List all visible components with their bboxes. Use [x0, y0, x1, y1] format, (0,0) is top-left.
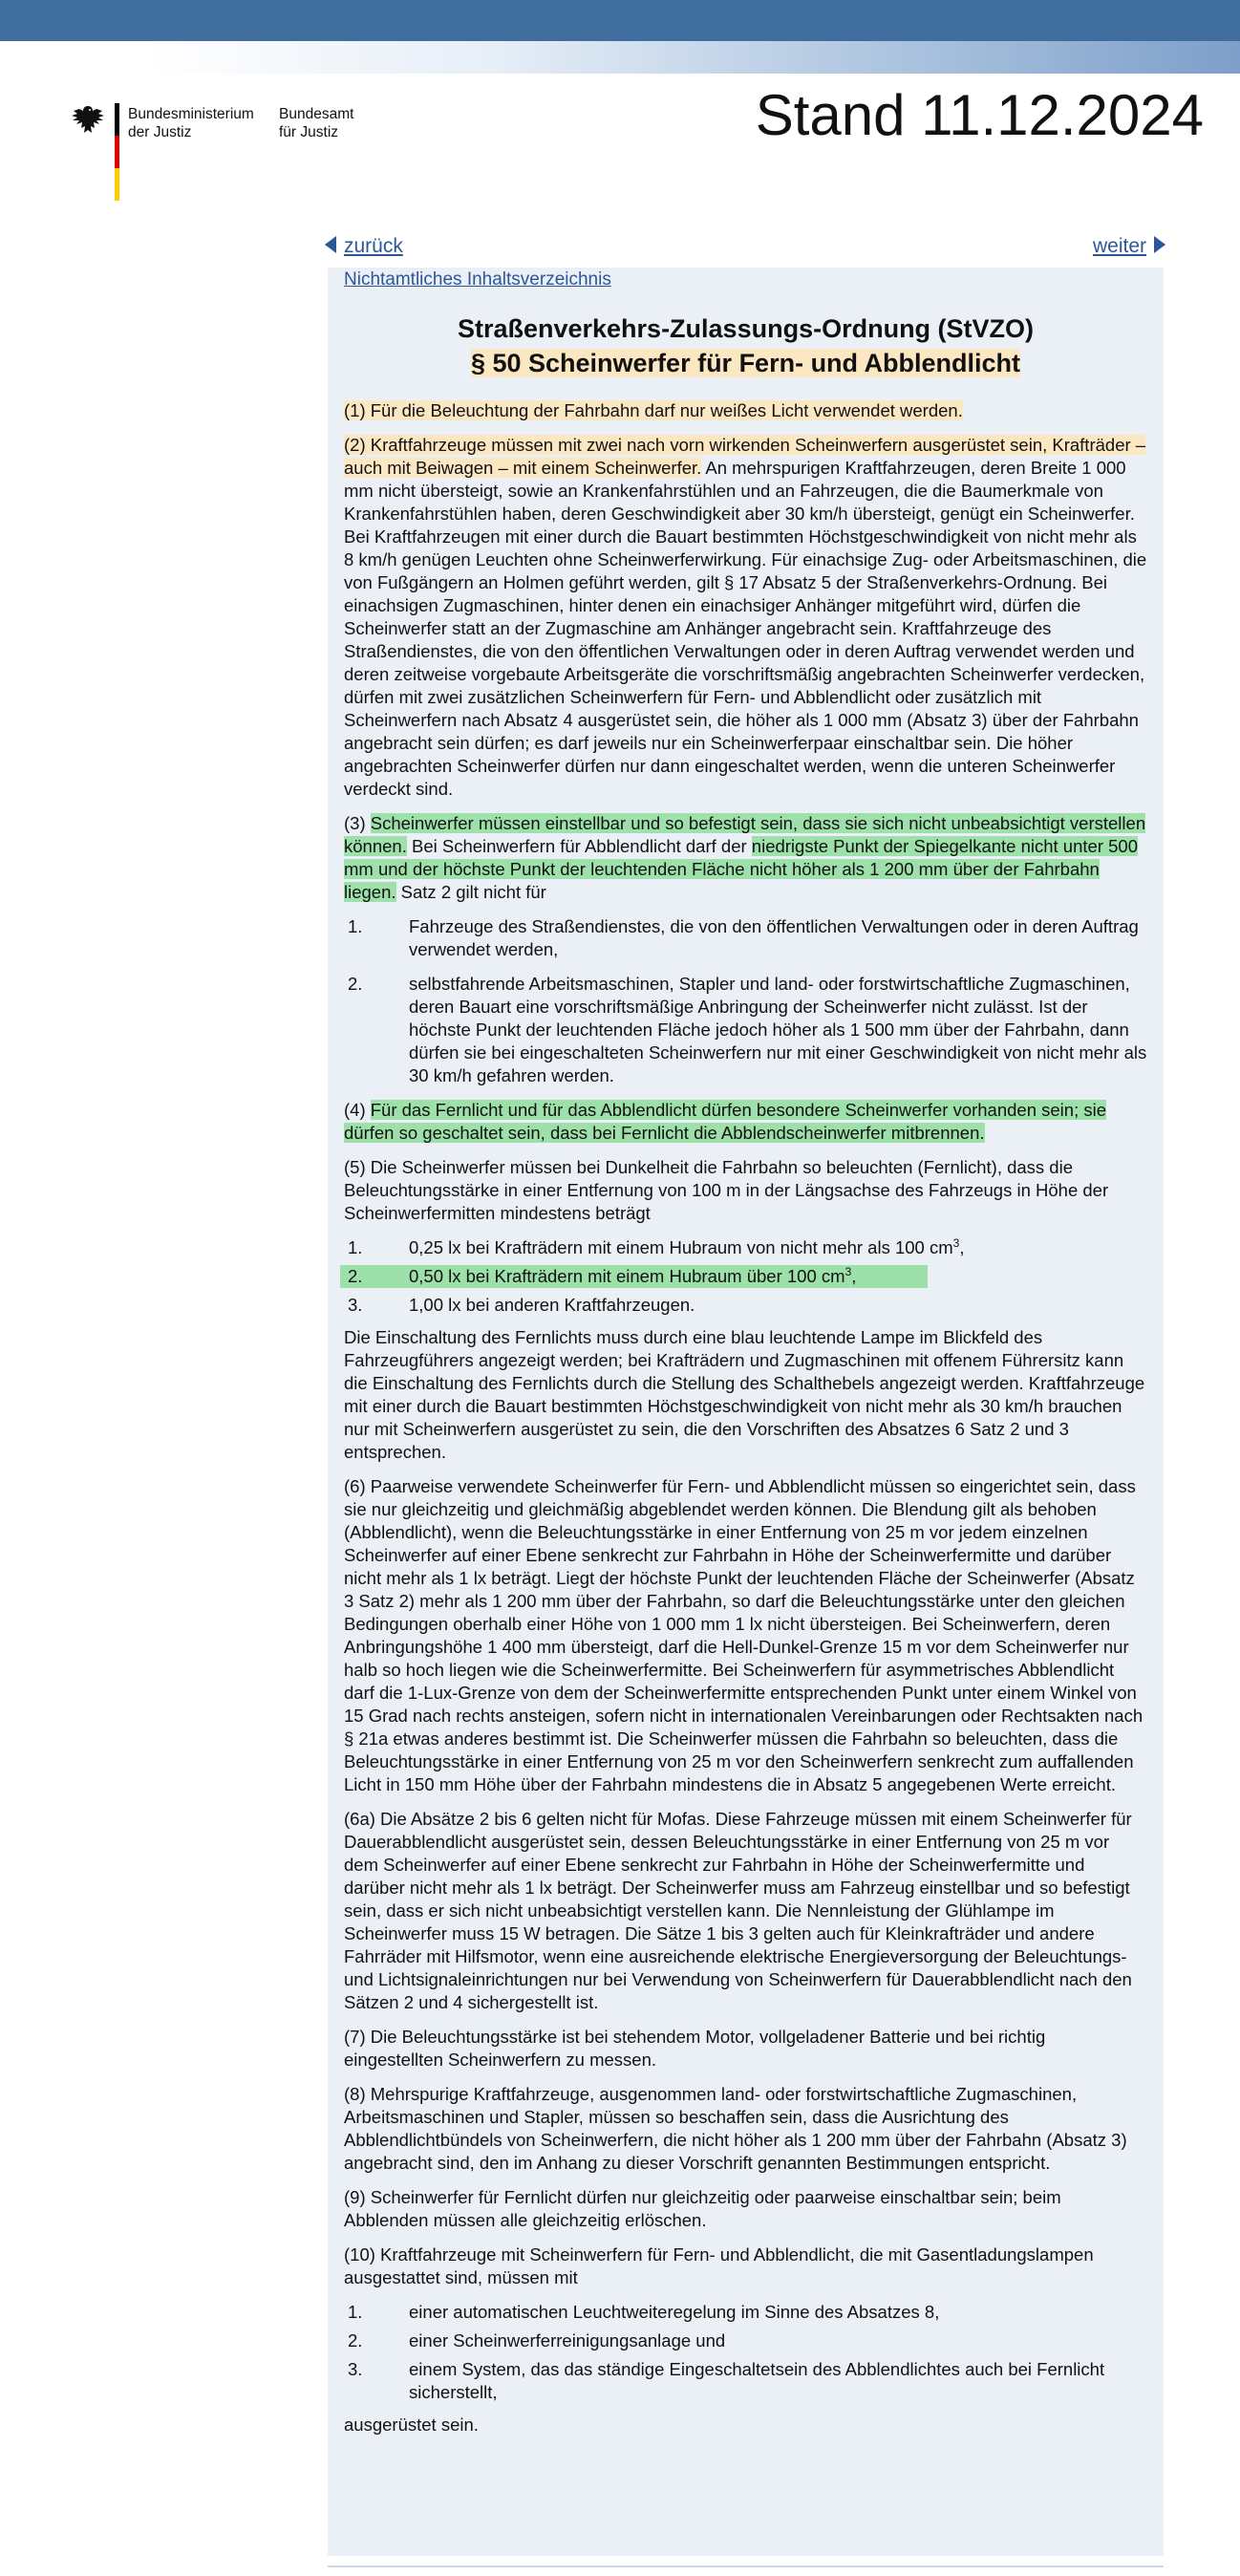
absatz-1-text: (1) Für die Beleuchtung der Fahrbahn darf nur weißes Licht verwendet werden. [344, 400, 963, 420]
absatz-3-text: Bei Scheinwerfern für Abblendlicht darf der [406, 836, 752, 856]
list-number: 1. [348, 2302, 363, 2322]
federal-eagle-icon [69, 103, 107, 138]
section-title: § 50 Scheinwerfer für Fern- und Abblendlicht [470, 349, 1021, 377]
absatz-5: (5) Die Scheinwerfer müssen bei Dunkelheit die Fahrbahn so beleuchten (Fernlicht), dass die Beleuchtungsstärke in einer Entfernung von 100 m in der Längsachse des Fahrzeugs in Höhe der Scheinwerfermitten mindestens beträgt [344, 1157, 1109, 1223]
list-text: einer Scheinwerferreinigungsanlage und [409, 2330, 726, 2351]
absatz-9: (9) Scheinwerfer für Fernlicht dürfen nur gleichzeitig oder paarweise einschaltbar sein; beim Abblenden müssen alle gleichzeitig erlöschen. [344, 2187, 1061, 2230]
list-item [344, 973, 1147, 1087]
list-number: 2. [348, 974, 363, 994]
absatz-3-highlight-2: niedrigste Punkt der Spiegelkante nicht unter 500 mm und der höchste Punkt der leuchtenden Fläche nicht höher als 1 200 mm über der Fahrbahn liegen. [344, 836, 1138, 902]
back-link[interactable] [325, 235, 403, 258]
list-item [344, 1294, 1147, 1317]
absatz-4 [344, 1099, 1147, 1145]
ministry-name: Bundesministerium der Justiz [128, 106, 254, 140]
next-link-label: weiter [1092, 235, 1146, 257]
absatz-10-list [344, 2301, 1147, 2404]
list-text: einer automatischen Leuchtweiteregelung im Sinne des Absatzes 8, [409, 2302, 940, 2322]
back-link-label: zurück [344, 235, 403, 257]
absatz-4-prefix: (4) [344, 1100, 371, 1120]
list-tail: , [959, 1237, 965, 1257]
absatz-4-highlight: Für das Fernlicht und für das Abblendlicht dürfen besondere Scheinwerfer vorhanden sein; sie dürfen so geschaltet sein, dass bei Fernlicht die Abblendscheinwerfer mitbrennen. [344, 1100, 1107, 1143]
list-number: 1. [348, 916, 363, 936]
absatz-2-text: An mehrspurigen Kraftfahrzeugen, deren Breite 1 000 mm nicht übersteigt, sowie an Krankenfahrstühlen und an Fahrzeugen, die die Baumerkmale von Krankenfahrstühlen haben, deren Geschwindigkeit aber 30 km/h übersteigt, genügt ein Scheinwerfer. Bei Kraftfahrzeugen mit einer durch die Bauart bestimmten Höchstgeschwindigkeit von nicht mehr als 8 km/h genügen Leuchten ohne Scheinwerferwirkung. Für einachsige Zug- oder Arbeitsmaschinen, die von Fußgängern an Holmen geführt werden, gilt § 17 Absatz 5 der Straßenverkehrs-Ordnung. Bei einachsigen Zugmaschinen, hinter denen ein einachsiger Anhänger mitgeführt wird, dürfen die Scheinwerfer statt an der Zugmaschine am Anhänger angebracht sein. Kraftfahrzeuge des Straßendienstes, die von den öffentlichen Verwaltungen oder in deren Auftrag verwendet werden und deren zeitweise vorgebaute Arbeitsgeräte die vorschriftsmäßig angebrachten Scheinwerfer verdecken, dürfen mit zwei zusätzlichen Scheinwerfern für Fern- und Abblendlicht oder zusätzlich mit Scheinwerfern nach Absatz 4 ausgerüstet sein, die höher als 1 000 mm (Absatz 3) über der Fahrbahn angebracht sein dürfen; es darf jeweils nur ein Scheinwerferpaar einschaltbar sein. Die höher angebrachten Scheinwerfer dürfen nur dann eingeschaltet werden, wenn die unteren Scheinwerfer verdeckt sind. [344, 458, 1147, 799]
footer-divider [328, 2565, 1164, 2567]
title-block [344, 311, 1147, 380]
list-text: 0,25 lx bei Krafträdern mit einem Hubraum von nicht mehr als 100 cm [409, 1237, 953, 1257]
stand-date: Stand 11.12.2024 [755, 83, 1204, 147]
absatz-6: (6) Paarweise verwendete Scheinwerfer für Fern- und Abblendlicht müssen so eingerichtet sein, dass sie nur gleichzeitig und gleichmäßig abgeblendet werden können. Die Blendung gilt als behoben (Abblendlicht), wenn die Beleuchtungsstärke in einer Entfernung von 25 m vor jedem einzelnen Scheinwerfer auf einer Ebene senkrecht zur Fahrbahn in Höhe der Scheinwerfermitte und darüber nicht mehr als 1 lx beträgt. Liegt der höchste Punkt der leuchtenden Fläche der Scheinwerfer (Absatz 3 Satz 2) mehr als 1 200 mm über der Fahrbahn, so darf die Beleuchtungsstärke unter den gleichen Bedingungen oberhalb einer Höhe von 1 000 mm 1 lx nicht übersteigen. Bei Scheinwerfern, deren Anbringungshöhe 1 400 mm übersteigt, darf die Hell-Dunkel-Grenze 15 m vor dem Scheinwerfer nur halb so hoch liegen wie die Scheinwerfermitte. Bei Scheinwerfern für asymmetrisches Abblendlicht darf die 1-Lux-Grenze von dem der Scheinwerfermitte entsprechenden Punkt unter einem Winkel von 15 Grad nach rechts ansteigen, sofern nicht in internationalen Vereinbarungen oder Rechtsakten nach § 21a etwas anderes bestimmt ist. Die Scheinwerfer müssen die Fahrbahn so beleuchten, dass die Beleuchtungsstärke in einer Entfernung von 25 m vor den Scheinwerfern senkrecht zum auffallenden Licht in 150 mm Höhe über der Fahrbahn mindestens die in Absatz 5 angegebenen Werte erreicht. [344, 1476, 1144, 1794]
list-item [344, 2358, 1147, 2404]
absatz-3 [344, 812, 1147, 904]
list-text: einem System, das das ständige Eingeschaltetsein des Abblendlichtes auch bei Fernlicht sicherstellt, [409, 2359, 1105, 2402]
absatz-3-prefix: (3) [344, 813, 371, 833]
ministry-logo [69, 103, 374, 203]
list-number: 2. [348, 2330, 363, 2351]
absatz-2 [344, 434, 1147, 801]
arrow-right-icon [1154, 236, 1165, 253]
page-navigation [325, 235, 1165, 269]
list-tail: , [851, 1266, 857, 1286]
list-item [344, 2329, 1147, 2352]
list-number: 3. [348, 2359, 363, 2379]
list-item-highlighted [340, 1265, 928, 1288]
absatz-5-continuation: Die Einschaltung des Fernlichts muss durch eine blau leuchtende Lampe im Blickfeld des Fahrzeugführers angezeigt werden; bei Krafträdern und Zugmaschinen mit offenem Führersitz kann die Einschaltung des Fernlichts durch die Stellung des Schalthebels angezeigt werden. Kraftfahrzeuge mit einer durch die Bauart bestimmten Höchstgeschwindigkeit von nicht mehr als 30 km/h brauchen nur mit Scheinwerfern ausgerüstet zu sein, die den Vorschriften des Absatzes 6 Satz 2 und 3 entsprechen. [344, 1327, 1145, 1462]
list-number: 3. [348, 1295, 363, 1315]
flag-stripe [115, 103, 119, 201]
list-item [344, 1236, 1147, 1259]
list-item [344, 2301, 1147, 2324]
absatz-10-tail: ausgerüstet sein. [344, 2415, 479, 2435]
list-number: 2. [348, 1266, 363, 1286]
list-text: selbstfahrende Arbeitsmaschinen, Stapler und land- oder forstwirtschaftliche Zugmaschinen, deren Bauart eine vorschriftsmäßige Anbringung der Scheinwerfer nicht zulässt. Ist der höchste Punkt der leuchtenden Fläche jedoch höher als 1 500 mm über der Fahrbahn, dann dürfen sie bei eingeschalteten Scheinwerfern nur mit einer Geschwindigkeit von nicht mehr als 30 km/h gefahren werden. [409, 974, 1147, 1085]
absatz-7: (7) Die Beleuchtungsstärke ist bei stehendem Motor, vollgeladener Batterie und bei richtig eingestellten Scheinwerfern zu messen. [344, 2027, 1046, 2070]
absatz-1 [344, 399, 1147, 422]
list-text: 0,50 lx bei Krafträdern mit einem Hubraum über 100 cm [409, 1266, 845, 1286]
absatz-10: (10) Kraftfahrzeuge mit Scheinwerfern für Fern- und Abblendlicht, die mit Gasentladungslampen ausgestattet sind, müssen mit [344, 2244, 1094, 2287]
absatz-3-highlight-1: Scheinwerfer müssen einstellbar und so befestigt sein, dass sie sich nicht unbeabsichtigt verstellen können. [344, 813, 1146, 856]
superscript: 3 [952, 1235, 960, 1250]
top-banner [0, 0, 1240, 41]
superscript: 3 [844, 1264, 852, 1278]
absatz-5-list [344, 1236, 1147, 1317]
office-name: Bundesamt für Justiz [279, 106, 354, 140]
arrow-left-icon [325, 236, 336, 253]
next-link[interactable] [1093, 235, 1165, 258]
absatz-3-tail: Satz 2 gilt nicht für [396, 882, 546, 902]
list-text: 1,00 lx bei anderen Kraftfahrzeugen. [409, 1295, 695, 1315]
law-title: Straßenverkehrs-Zulassungs-Ordnung (StVZO) [457, 314, 1035, 343]
banner-gradient [0, 41, 1240, 74]
toc-link[interactable]: Nichtamtliches Inhaltsverzeichnis [344, 269, 611, 290]
absatz-3-list [344, 915, 1147, 1087]
absatz-6a: (6a) Die Absätze 2 bis 6 gelten nicht für Mofas. Diese Fahrzeuge müssen mit einem Scheinwerfer für Dauerabblendlicht ausgerüstet sein, dessen Beleuchtungsstärke in einer Entfernung von 25 m vor dem Scheinwerfer auf einer Ebene senkrecht zur Fahrbahn in Höhe der Scheinwerfermitte und darüber nicht mehr als 1 lx beträgt. Der Scheinwerfer muss am Fahrzeug einstellbar und so befestigt sein, dass er sich nicht unbeabsichtigt verstellen kann. Die Nennleistung der Glühlampe im Scheinwerfer muss 15 W betragen. Die Sätze 1 bis 3 gelten auch für Kleinkrafträder und andere Fahrräder mit Hilfsmotor, wenn eine ausreichende elektrische Energieversorgung der Beleuchtungs- und Lichtsignaleinrichtungen nur bei Verwendung von Scheinwerfern für Dauerabblendlicht nach den Sätzen 2 und 4 sichergestellt ist. [344, 1809, 1132, 2012]
content-panel [328, 268, 1164, 2556]
absatz-8: (8) Mehrspurige Kraftfahrzeuge, ausgenommen land- oder forstwirtschaftliche Zugmaschinen, Arbeitsmaschinen und Stapler, müssen so beschaffen sein, dass die Ausrichtung des Abblendlichtbündels von Scheinwerfern, die nicht höher als 1 200 mm über der Fahrbahn (Absatz 3) angebracht sind, den im Anhang zu dieser Vorschrift genannten Bestimmungen entspricht. [344, 2084, 1127, 2173]
list-number: 1. [348, 1237, 363, 1257]
list-text: Fahrzeuge des Straßendienstes, die von den öffentlichen Verwaltungen oder in deren Auftrag verwendet werden, [409, 916, 1139, 959]
list-item [344, 915, 1147, 961]
absatz-2-highlight: (2) Kraftfahrzeuge müssen mit zwei nach vorn wirkenden Scheinwerfern ausgerüstet sein, Krafträder – auch mit Beiwagen – mit einem Scheinwerfer. [344, 435, 1146, 478]
